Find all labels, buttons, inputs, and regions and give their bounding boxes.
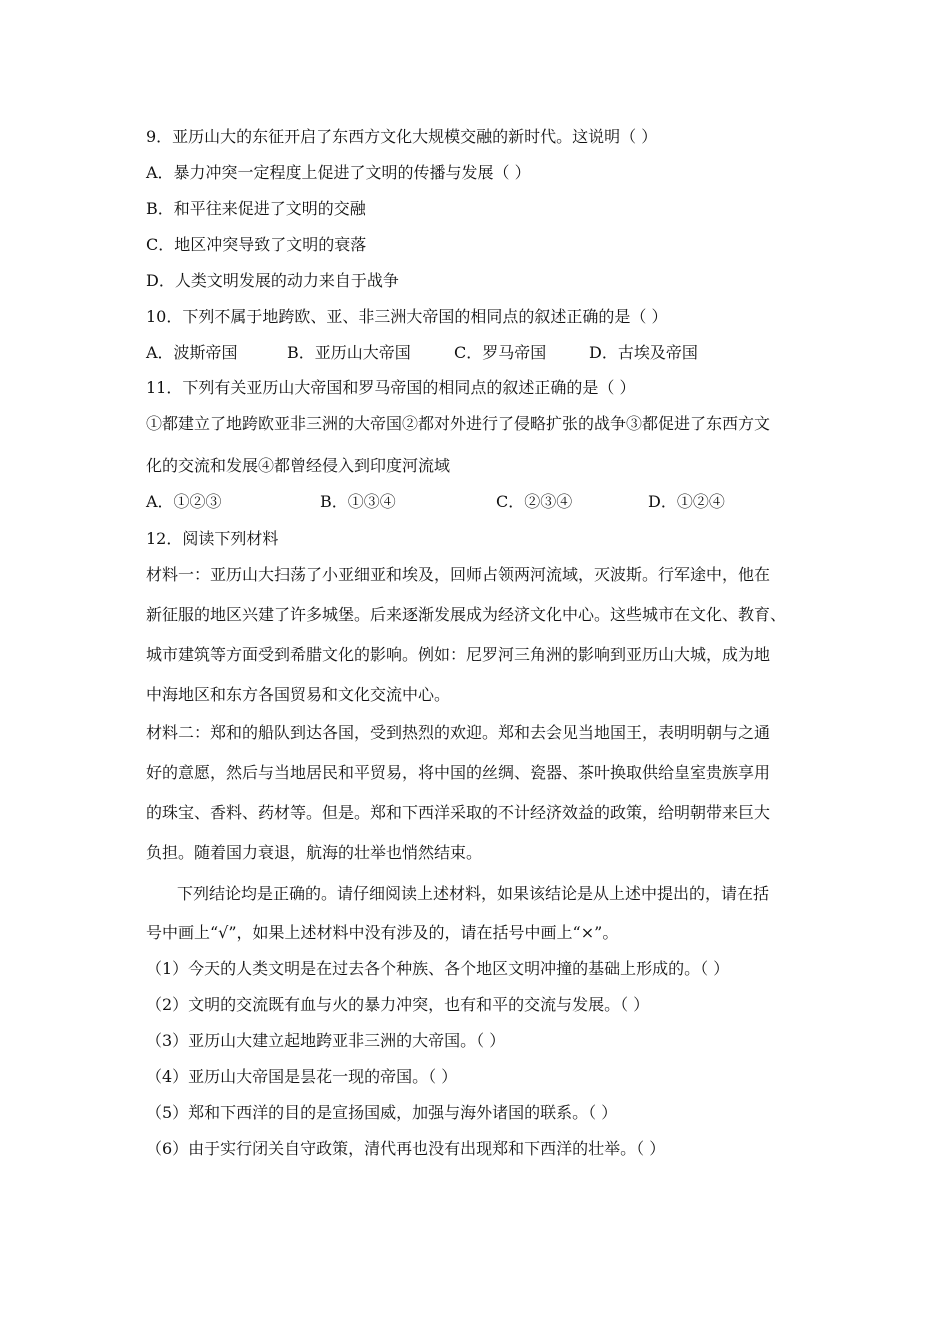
material-2-line: 好的意愿，然后与当地居民和平贸易，将中国的丝绸、瓷器、茶叶换取供给皇室贵族享用 — [146, 763, 771, 782]
statement-item: （5）郑和下西洋的目的是宣扬国威，加强与海外诸国的联系。（ ） — [146, 1103, 618, 1122]
q9-option-b: B．和平往来促进了文明的交融 — [146, 199, 366, 218]
q11-stem: 11．下列有关亚历山大帝国和罗马帝国的相同点的叙述正确的是（ ） — [146, 378, 636, 397]
q11-option-b: B．①③④ — [320, 492, 396, 511]
material-1-line: 城市建筑等方面受到希腊文化的影响。例如：尼罗河三角洲的影响到亚历山大城，成为地 — [146, 645, 771, 664]
q10-stem: 10．下列不属于地跨欧、亚、非三洲大帝国的相同点的叙述正确的是（ ） — [146, 307, 668, 326]
statement-item: （3）亚历山大建立起地跨亚非三洲的大帝国。（ ） — [146, 1031, 506, 1050]
q11-statements-line-1: ①都建立了地跨欧亚非三洲的大帝国②都对外进行了侵略扩张的战争③都促进了东西方文 — [146, 414, 771, 433]
instruction-line-2: 号中画上“√”，如果上述材料中没有涉及的，请在括号中画上“×”。 — [146, 923, 619, 942]
q11-option-d: D．①②④ — [648, 492, 725, 511]
material-1-line: 新征服的地区兴建了许多城堡。后来逐渐发展成为经济文化中心。这些城市在文化、教育、 — [146, 605, 787, 624]
statement-item: （6）由于实行闭关自守政策，清代再也没有出现郑和下西洋的壮举。（ ） — [146, 1139, 666, 1158]
q9-option-a: A．暴力冲突一定程度上促进了文明的传播与发展（ ） — [146, 163, 531, 182]
q11-option-a: A．①②③ — [146, 492, 222, 511]
instruction-line-1: 下列结论均是正确的。请仔细阅读上述材料，如果该结论是从上述中提出的，请在括 — [177, 884, 770, 903]
q9-stem: 9．亚历山大的东征开启了东西方文化大规模交融的新时代。这说明（ ） — [146, 127, 658, 146]
material-2-line: 材料二：郑和的船队到达各国，受到热烈的欢迎。郑和去会见当地国王，表明明朝与之通 — [146, 723, 771, 742]
material-1-line: 中海地区和东方各国贸易和文化交流中心。 — [146, 685, 451, 704]
q9-option-c: C．地区冲突导致了文明的衰落 — [146, 235, 367, 254]
material-2-line: 负担。随着国力衰退，航海的壮举也悄然结束。 — [146, 843, 483, 862]
q10-option-a: A．波斯帝国 — [146, 343, 238, 362]
q11-option-c: C．②③④ — [496, 492, 573, 511]
q11-statements-line-2: 化的交流和发展④都曾经侵入到印度河流域 — [146, 456, 451, 475]
q10-option-b: B．亚历山大帝国 — [287, 343, 411, 362]
material-1-line: 材料一：亚历山大扫荡了小亚细亚和埃及，回师占领两河流域，灭波斯。行军途中，他在 — [146, 565, 771, 584]
q10-option-c: C．罗马帝国 — [454, 343, 547, 362]
material-2-line: 的珠宝、香料、药材等。但是。郑和下西洋采取的不计经济效益的政策，给明朝带来巨大 — [146, 803, 771, 822]
q9-option-d: D．人类文明发展的动力来自于战争 — [146, 271, 399, 290]
q12-stem: 12．阅读下列材料 — [146, 529, 279, 548]
statement-item: （1）今天的人类文明是在过去各个种族、各个地区文明冲撞的基础上形成的。（ ） — [146, 959, 730, 978]
statement-item: （4）亚历山大帝国是昙花一现的帝国。（ ） — [146, 1067, 458, 1086]
statement-item: （2）文明的交流既有血与火的暴力冲突，也有和平的交流与发展。（ ） — [146, 995, 650, 1014]
q10-option-d: D．古埃及帝国 — [589, 343, 698, 362]
